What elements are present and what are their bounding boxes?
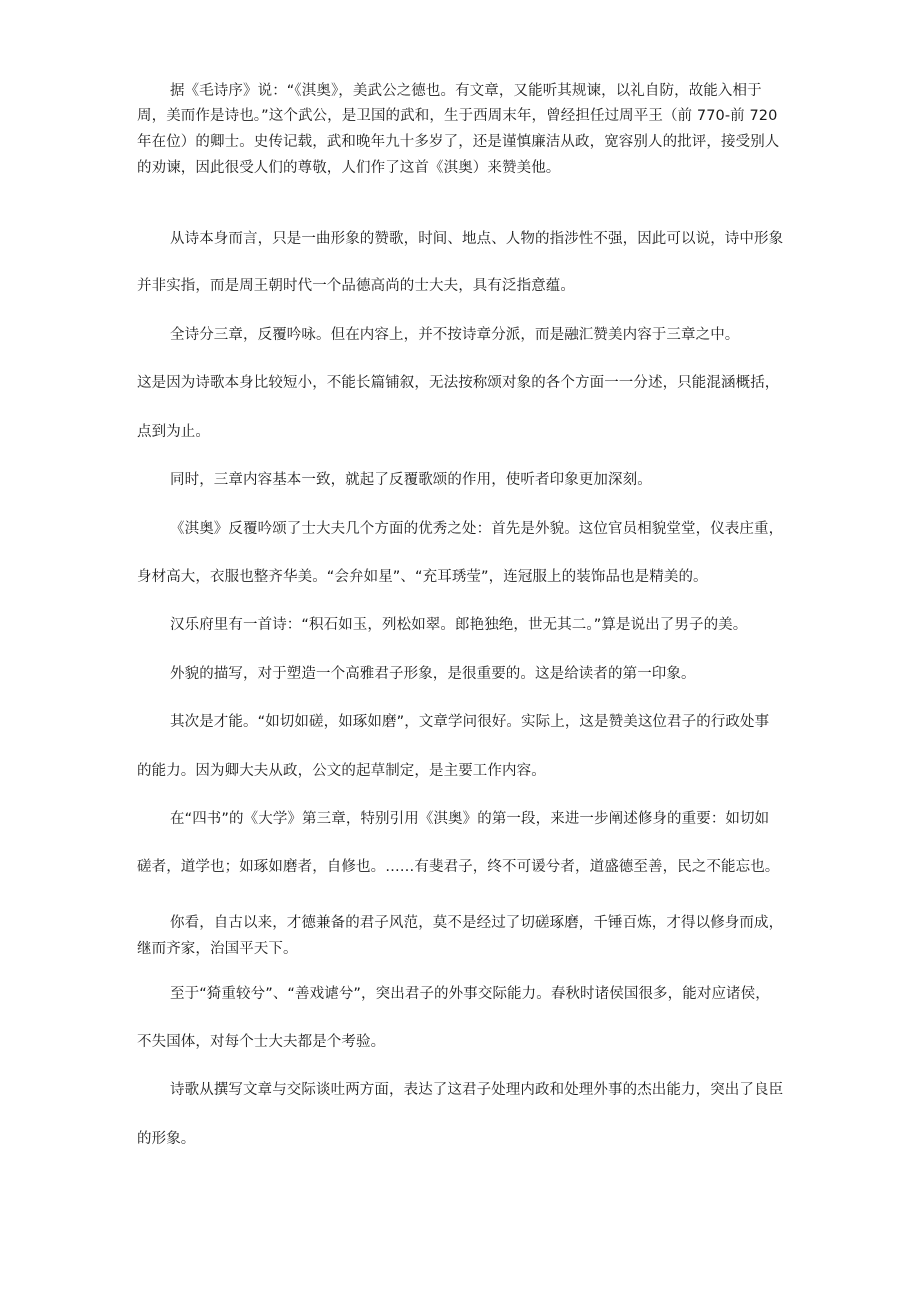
paragraph-line: 周，美而作是诗也。”这个武公，是卫国的武和，生于西周末年，曾经担任过周平王（前 770-前 720 (137, 108, 778, 124)
paragraph-line: 在“四书”的《大学》第三章，特别引用《淇奥》的第一段，来进一步阐述修身的重要：如切如 (170, 811, 770, 827)
paragraph-line: 并非实指，而是周王朝时代一个品德高尚的士大夫，具有泛指意蕴。 (137, 278, 575, 294)
paragraph-line: 外貌的描写，对于塑造一个高雅君子形象，是很重要的。这是给读者的第一印象。 (170, 666, 696, 682)
paragraph-line: 其次是才能。“如切如磋，如琢如磨”，文章学问很好。实际上，这是赞美这位君子的行政处事 (170, 714, 770, 730)
paragraph-line: 的形象。 (137, 1131, 196, 1147)
paragraph-line: 《淇奥》反覆吟颂了士大夫几个方面的优秀之处：首先是外貌。这位官员相貌堂堂，仪表庄重， (170, 521, 784, 537)
paragraph-line: 身材高大，衣服也整齐华美。“会弁如星”、“充耳琇莹”，连冠服上的装饰品也是精美的。 (137, 569, 708, 585)
paragraph-line: 全诗分三章，反覆吟咏。但在内容上，并不按诗章分派，而是融汇赞美内容于三章之中。 (170, 327, 740, 343)
paragraph-line: 据《毛诗序》说：“《淇奥》，美武公之德也。有文章，又能听其规谏，以礼自防，故能入相于 (170, 83, 762, 99)
paragraph-line: 的能力。因为卿大夫从政，公文的起草制定，是主要工作内容。 (137, 763, 546, 779)
paragraph-line: 年在位）的卿士。史传记载，武和晚年九十多岁了，还是谨慎廉洁从政，宽容别人的批评，接受别人 (137, 134, 780, 150)
paragraph-line: 继而齐家，治国平天下。 (137, 941, 298, 957)
paragraph-line: 至于“猗重较兮”、“善戏谑兮”，突出君子的外事交际能力。春秋时诸侯国很多，能对应诸侯， (170, 986, 770, 1002)
paragraph-line: 这是因为诗歌本身比较短小，不能长篇铺叙，无法按称颂对象的各个方面一一分述，只能混涵概括， (137, 375, 780, 391)
paragraph-line: 从诗本身而言，只是一曲形象的赞歌，时间、地点、人物的指涉性不强，因此可以说，诗中形象 (170, 231, 784, 247)
paragraph-line: 的劝谏，因此很受人们的尊敬，人们作了这首《淇奥）来赞美他。 (137, 160, 561, 176)
paragraph-line: 汉乐府里有一首诗：“积石如玉，列松如翠。郎艳独绝，世无其二。”算是说出了男子的美。 (170, 617, 748, 633)
paragraph-line: 点到为止。 (137, 424, 210, 440)
paragraph-line: 磋者，道学也；如琢如磨者，自修也。……有斐君子，终不可谖兮者，道盛德至善，民之不能忘也。 (137, 859, 780, 875)
paragraph-line: 你看，自古以来，才德兼备的君子风范，莫不是经过了切磋琢磨，千锤百炼，才得以修身而成， (170, 915, 784, 931)
paragraph-line: 不失国体，对每个士大夫都是个考验。 (137, 1034, 386, 1050)
paragraph-line: 诗歌从撰写文章与交际谈吐两方面，表达了这君子处理内政和处理外事的杰出能力，突出了良臣 (170, 1082, 784, 1098)
paragraph-line: 同时，三章内容基本一致，就起了反覆歌颂的作用，使听者印象更加深刻。 (170, 472, 652, 488)
